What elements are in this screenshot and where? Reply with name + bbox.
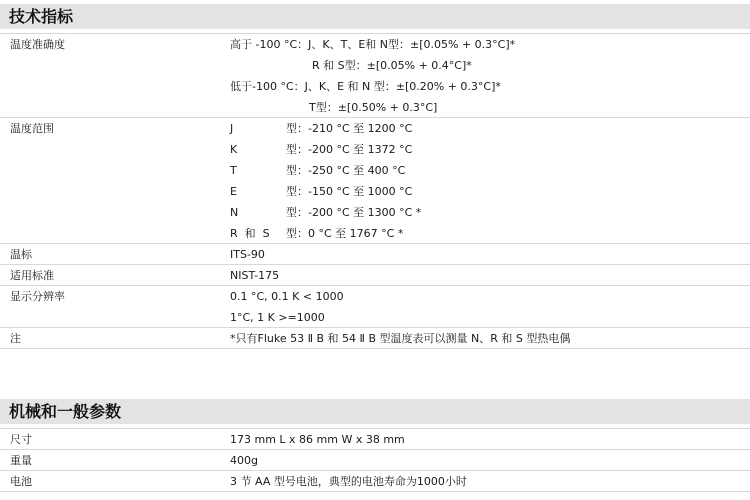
thermocouple-range: 型：-250 °C 至 400 °C — [286, 164, 406, 177]
spec-row-weight — [0, 449, 750, 470]
range-item — [0, 139, 750, 160]
thermocouple-type: N — [230, 206, 239, 219]
spec-value: NIST-175 — [230, 269, 280, 282]
thermocouple-type: R 和 S — [230, 227, 270, 240]
spec-label: 温度范围 — [10, 122, 54, 135]
spec-value: 3 节 AA 型号电池，典型的电池寿命为1000小时 — [230, 475, 467, 488]
thermocouple-type: T — [230, 164, 237, 177]
spec-row-standard — [0, 264, 750, 285]
range-item — [0, 223, 750, 244]
table-divider — [0, 491, 750, 492]
spec-label: 注 — [10, 332, 21, 345]
thermocouple-range: 型：0 °C 至 1767 °C * — [286, 227, 404, 240]
range-item — [0, 118, 750, 139]
thermocouple-range: 型：-200 °C 至 1300 °C * — [286, 206, 422, 219]
spec-label: 尺寸 — [10, 433, 32, 446]
spec-row-accuracy — [0, 33, 750, 117]
spec-row-battery — [0, 470, 750, 491]
thermocouple-type: K — [230, 143, 238, 156]
range-item — [0, 160, 750, 181]
spec-value-line: 1°C, 1 K >=1000 — [230, 311, 325, 324]
spec-value: *只有Fluke 53 Ⅱ B 和 54 Ⅱ B 型温度表可以测量 N、R 和 S 型热电偶 — [230, 332, 571, 345]
spec-label: 显示分辨率 — [10, 290, 65, 303]
spec-row-size — [0, 428, 750, 449]
spec-value: 173 mm L x 86 mm W x 38 mm — [230, 433, 405, 446]
thermocouple-range: 型：-210 °C 至 1200 °C — [286, 122, 413, 135]
spec-value-line: T型：±[0.50% + 0.3°C] — [309, 101, 438, 114]
spec-value-line: R 和 S型：±[0.05% + 0.4°C]* — [312, 59, 472, 72]
spec-label: 温标 — [10, 248, 32, 261]
spec-value-line: 低于-100 °C：J、K、E 和 N 型：±[0.20% + 0.3°C]* — [230, 80, 501, 93]
spec-row-resolution — [0, 285, 750, 327]
section-title: 技术指标 — [9, 7, 74, 26]
range-item — [0, 181, 750, 202]
thermocouple-type: J — [230, 122, 234, 135]
spec-value: 400g — [230, 454, 258, 467]
section-header-mechanical-specs — [0, 399, 750, 424]
table-divider — [0, 348, 750, 349]
spec-value: ITS-90 — [230, 248, 265, 261]
spec-row-note — [0, 327, 750, 348]
spec-value-line: 高于 -100 °C：J、K、T、E和 N型：±[0.05% + 0.3°C]* — [230, 38, 516, 51]
spec-label: 电池 — [10, 475, 32, 488]
spec-label: 温度准确度 — [10, 38, 65, 51]
thermocouple-range: 型：-150 °C 至 1000 °C — [286, 185, 413, 198]
spec-label: 重量 — [10, 454, 32, 467]
range-item — [0, 202, 750, 223]
thermocouple-type: E — [230, 185, 237, 198]
thermocouple-range: 型：-200 °C 至 1372 °C — [286, 143, 413, 156]
spec-row-scale — [0, 243, 750, 264]
spec-value-line: 0.1 °C, 0.1 K < 1000 — [230, 290, 344, 303]
spec-label: 适用标准 — [10, 269, 54, 282]
section-header-technical-specs — [0, 4, 750, 29]
spec-row-range — [0, 117, 750, 243]
section-title: 机械和一般参数 — [9, 402, 122, 421]
